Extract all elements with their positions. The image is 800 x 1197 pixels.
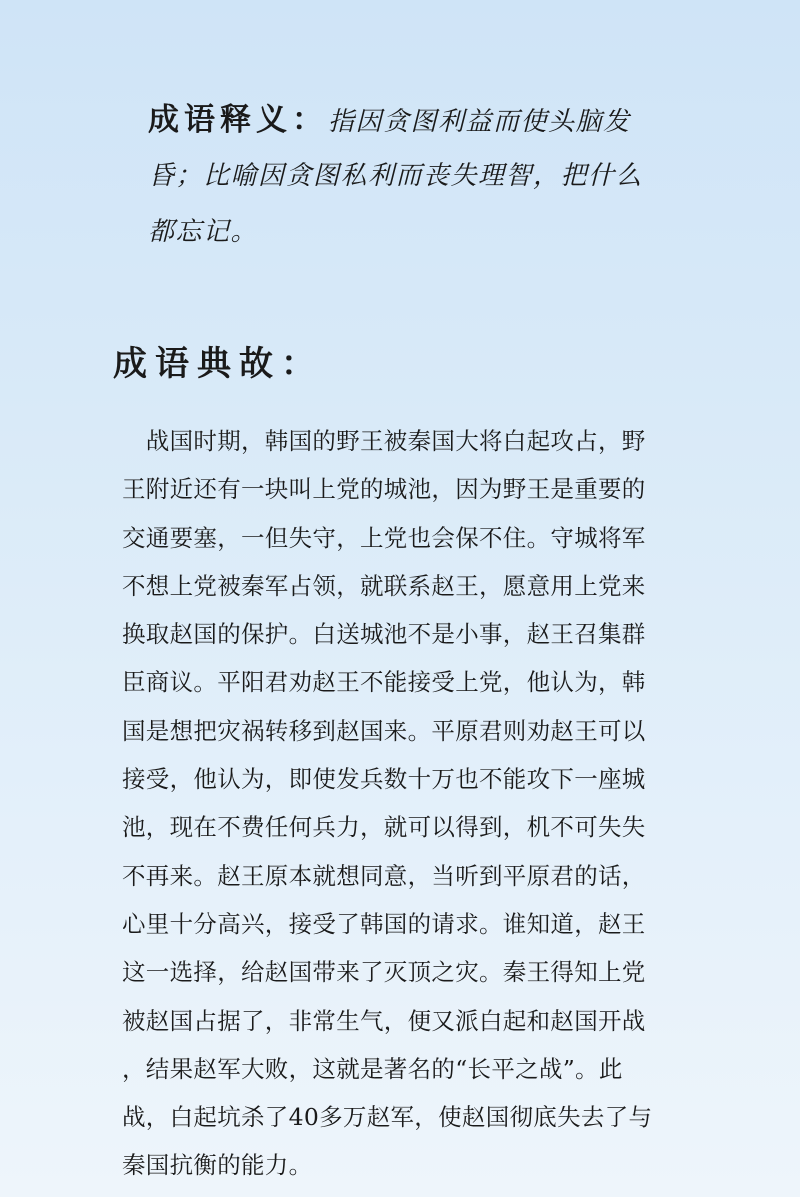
story-paragraph-line: 秦国抗衡的能力。 [122,1151,313,1180]
definition-text: 昏；比喻因贪图私利而丧失理智，把什么 [148,161,644,191]
idiom-definition-section [148,92,688,260]
story-paragraph-line: 接受，他认为，即使发兵数十万也不能攻下一座城 [122,765,646,794]
story-paragraph-line: ，结果赵军大败，这就是著名的“长平之战”。此 [122,1054,623,1083]
story-heading: 成语典故： [113,344,323,384]
story-paragraph-line: 交通要塞，一但失守，上党也会保不住。守城将军 [122,523,646,552]
story-paragraph-line: 战国时期，韩国的野王被秦国大将白起攻占，野 [122,427,646,455]
story-paragraph-line: 战，白起坑杀了40多万赵军，使赵国彻底失去了与 [122,1103,653,1132]
story-paragraph-line: 臣商议。平阳君劝赵王不能接受上党，他认为，韩 [122,668,646,697]
definition-line-1 [148,92,688,148]
definition-heading: 成语释义： [148,102,328,138]
story-paragraph-line: 池，现在不费任何兵力，就可以得到，机不可失失 [122,813,646,842]
story-paragraph-line: 被赵国占据了，非常生气，便又派白起和赵国开战 [122,1006,646,1035]
definition-text: 都忘记。 [148,217,259,247]
story-paragraph-line: 不想上党被秦军占领，就联系赵王，愿意用上党来 [122,571,646,600]
story-paragraph-line: 国是想把灾祸转移到赵国来。平原君则劝赵王可以 [122,716,646,745]
story-paragraph-line: 换取赵国的保护。白送城池不是小事，赵王召集群 [122,620,646,649]
definition-text: 指因贪图利益而使头脑发 [328,107,631,137]
story-paragraph-line: 心里十分高兴，接受了韩国的请求。谁知道，赵王 [122,909,646,938]
story-paragraph-line: 王附近还有一块叫上党的城池，因为野王是重要的 [122,475,646,504]
story-paragraph-line: 这一选择，给赵国带来了灭顶之灾。秦王得知上党 [122,958,646,987]
story-paragraph-line: 不再来。赵王原本就想同意，当听到平原君的话， [122,861,646,890]
idiom-story-section [122,417,702,1190]
